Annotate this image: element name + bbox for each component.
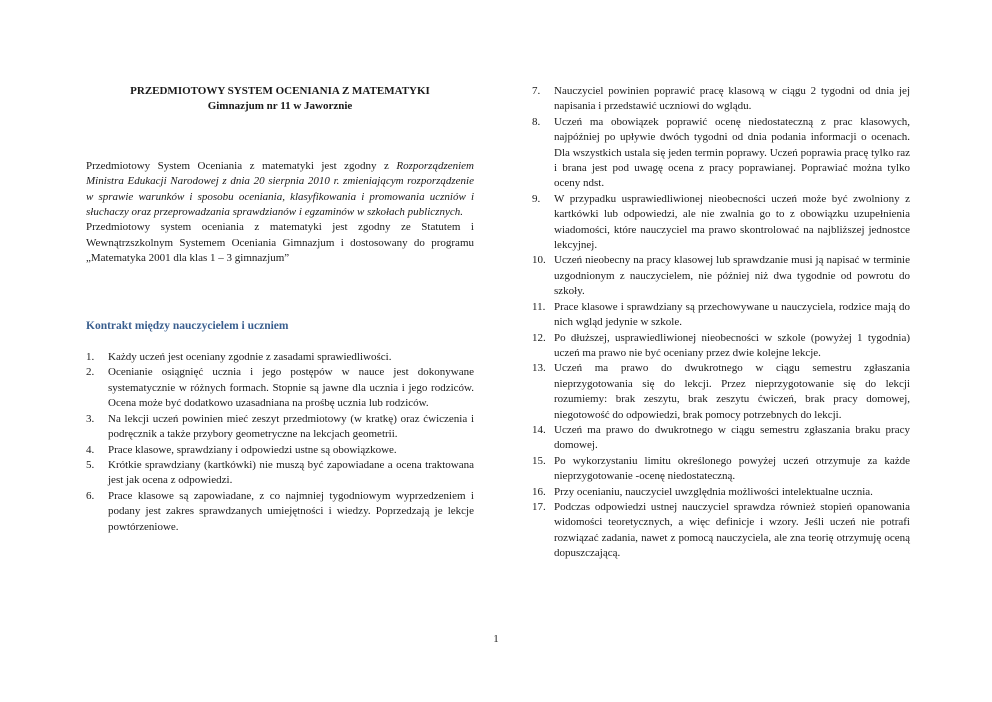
page-number: 1 <box>493 633 499 645</box>
left-column <box>86 84 474 535</box>
list-item: 3. Na lekcji uczeń powinien mieć zeszyt przedmiotowy (w kratkę) oraz ćwiczenia i podręcznik a także przybory geometryczne na lekcjach geometrii. <box>86 412 474 441</box>
document-title: PRZEDMIOTOWY SYSTEM OCENIANIA Z MATEMATYKI <box>130 85 430 97</box>
list-item: 9. W przypadku usprawiedliwionej nieobecności uczeń może być zwolniony z kartkówki lub odpowiedzi, ale nie zwalnia go to z obowiązku uzupełnienia wiadomości, które nauczyciel ma prawo skontrolować na najbliższej jednostce lekcyjnej. <box>532 192 910 252</box>
list-item: 2. Ocenianie osiągnięć ucznia i jego postępów w nauce jest dokonywane systematycznie w różnych formach. Stopnie są jawne dla ucznia i jego rodziców. Ocena może być dodatkowo uzasadniana na prośbę ucznia lub rodziców. <box>86 366 474 410</box>
rules-list-right <box>532 84 910 562</box>
document-subtitle: Gimnazjum nr 11 w Jaworznie <box>207 100 353 113</box>
list-item: 13. Uczeń ma prawo do dwukrotnego w ciągu semestru zgłaszania nieprzygotowania się do lekcji. Przez nieprzygotowanie się do lekcji rozumiemy: brak zeszytu, brak zeszytu ćwiczeń, brak pracy domowej, niegotowość do odpowiedzi, brak pomocy potrzebnych do lekcji. <box>532 362 910 421</box>
list-item: 16. Przy ocenianiu, nauczyciel uwzględnia możliwości intelektualne ucznia. <box>532 485 873 498</box>
intro-regulation: Rozporządzeniem Ministra Edukacji Narodowej z dnia 20 sierpnia 2010 r. zmieniającym rozporządzenie w sprawie warunków i sposobu oceniania, klasyfikowania i promowania uczniów i słuchaczy oraz przeprowadzania sprawdzianów i egzaminów w szkołach publicznych. <box>86 159 474 219</box>
list-item: 11. Prace klasowe i sprawdziany są przechowywane u nauczyciela, rodzice mają do nich wgląd jedynie w szkole. <box>532 300 910 329</box>
list-item: 17. Podczas odpowiedzi ustnej nauczyciel sprawdza również stopień opanowania widomości teoretycznych, a więc definicje i wzory. Jeśli uczeń nie potrafi rozwiązać zadania, nawet z pomocą nauczyciela, ale zna teorię otrzymuję oceną dopuszczającą. <box>532 500 910 560</box>
rules-list-left <box>86 350 474 535</box>
intro-text: Przedmiotowy System Oceniania z matematyki jest zgodny z <box>86 159 389 172</box>
list-item: 5. Krótkie sprawdziany (kartkówki) nie muszą być zapowiadane a ocena traktowana jest jak ocena z odpowiedzi. <box>86 458 474 487</box>
list-item: 12. Po dłuższej, usprawiedliwionej nieobecności w szkole (powyżej 1 tygodnia) uczeń ma prawo nie być oceniany przez dwie kolejne lekcje. <box>532 331 910 359</box>
list-item: 4. Prace klasowe, sprawdziany i odpowiedzi ustne są obowiązkowe. <box>86 443 397 456</box>
list-item: 14. Uczeń ma prawo do dwukrotnego w ciągu semestru zgłaszania braku pracy domowej. <box>532 423 910 452</box>
intro-paragraph-1 <box>86 159 474 221</box>
list-item: 6. Prace klasowe są zapowiadane, z co najmniej tygodniowym wyprzedzeniem i podany jest zakres sprawdzanych umiejętności i wiedzy. Poprzedzają je lekcje powtórzeniowe. <box>86 489 474 533</box>
list-item: 8. Uczeń ma obowiązek poprawić ocenę niedostateczną z prac klasowych, najpóźniej po upływie dwóch tygodni od dnia podania informacji o ocenach. Dla wszystkich ustala się jeden termin poprawy. Uczeń poprawia pracę tylko raz i brana jest pod uwagę ocena z pracy poprawianej. Poprawiać można tylko oceny ndst. <box>532 115 910 190</box>
right-column <box>532 84 910 562</box>
section-heading: Kontrakt między nauczycielem i uczniem <box>86 319 289 332</box>
list-item: 15. Po wykorzystaniu limitu określonego powyżej uczeń otrzymuje za każde nieprzygotowanie -ocenę niedostateczną. <box>532 454 910 483</box>
intro-paragraph-2: Przedmiotowy system oceniania z matematyki jest zgodny ze Statutem i Wewnątrzszkolnym Systemem Oceniania Gimnazjum i dostosowany do programu „Matematyka 2001 dla klas 1 – 3 gimnazjum” <box>86 221 474 265</box>
list-item: 7. Nauczyciel powinien poprawić pracę klasową w ciągu 2 tygodni od dnia jej napisania i przedstawić uczniowi do wglądu. <box>532 85 910 113</box>
list-item: 10. Uczeń nieobecny na pracy klasowej lub sprawdzanie musi ją napisać w terminie uzgodnionym z nauczycielem, nie później niż dwa tygodnie od powrotu do szkoły. <box>532 254 910 298</box>
list-item: 1. Każdy uczeń jest oceniany zgodnie z zasadami sprawiedliwości. <box>86 351 392 364</box>
